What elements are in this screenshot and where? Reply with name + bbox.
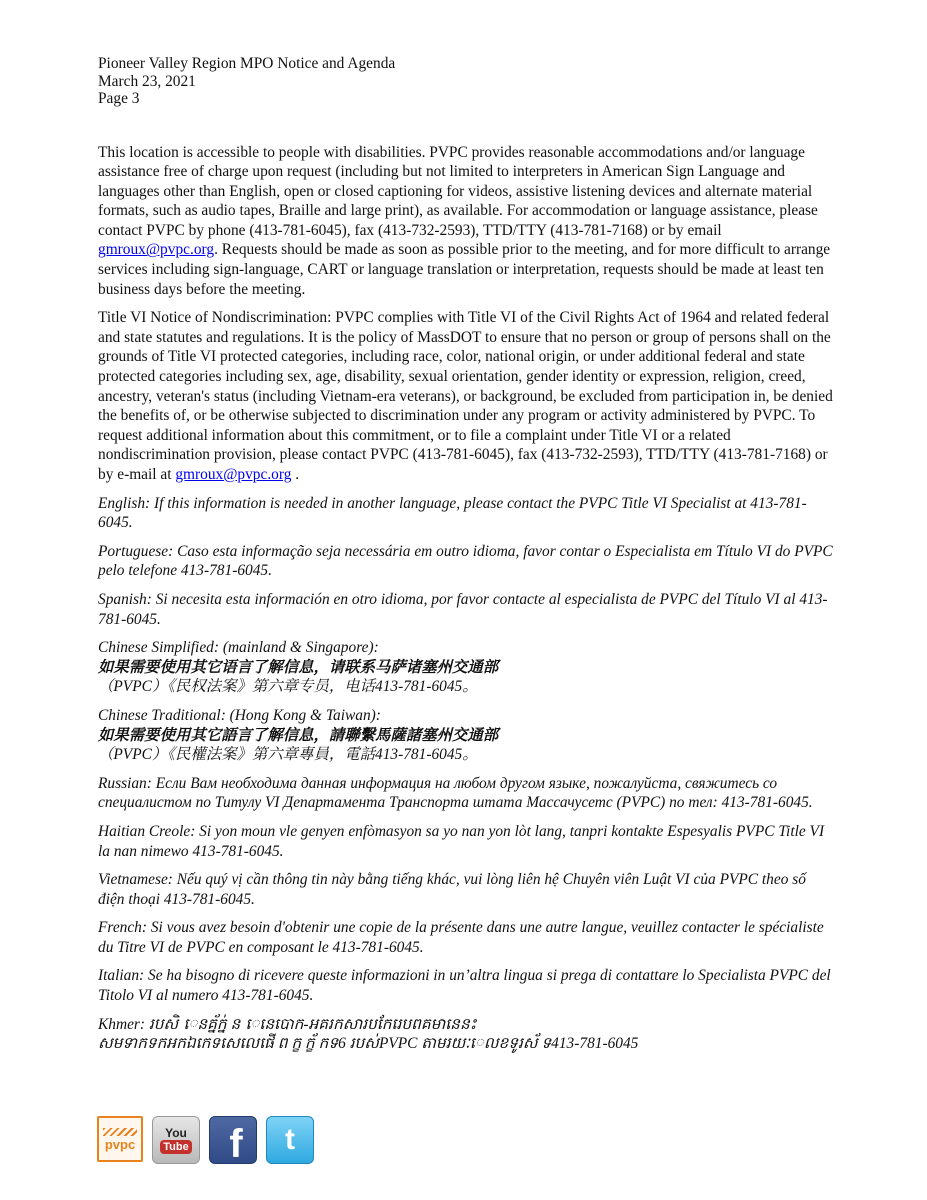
pvpc-logo-icon[interactable] bbox=[97, 1116, 143, 1162]
notice-khmer bbox=[98, 1015, 833, 1054]
document-page bbox=[98, 55, 833, 1063]
youtube-you-text: You bbox=[165, 1125, 187, 1140]
header-page-number: Page 3 bbox=[98, 90, 140, 107]
notice-english: English: If this information is needed in another language, please contact the PVPC Title VI Specialist at 413-781-6045. bbox=[98, 494, 807, 532]
chinese-traditional-label: Chinese Traditional: (Hong Kong & Taiwan): bbox=[98, 706, 381, 724]
accessibility-email-link[interactable]: gmroux@pvpc.org bbox=[98, 241, 215, 259]
title-vi-text: Title VI Notice of Nondiscrimination: PVPC complies with Title VI of the Civil Rights Act of 1964 and related federal and state statutes and regulations. It is the policy of MassDOT to ensure that no person or group of persons shall on the grounds of Title VI protected categories, including race, color, national origin, or under additional federal and state protected categories including sex, age, disability, sexual orientation, gender identity or expression, religion, creed, ancestry, veteran's status (including Vietnam-era veterans), or background, be excluded from participation in, be denied the benefits of, or be otherwise subjected to discrimination under any program or activity administered by PVPC. To request additional information about this commitment, or to file a complaint under Title VI or a related nondiscrimination provision, please contact PVPC (413-781-6045), fax (413-732-2593), TTD/TTY (413-781-7168) or by e-mail at bbox=[98, 309, 833, 483]
social-icons-row bbox=[97, 1116, 314, 1164]
notice-chinese-simplified bbox=[98, 638, 833, 697]
title-vi-text-end: . bbox=[291, 466, 300, 483]
chinese-simplified-line2: （PVPC）《民权法案》第六章专员，电话413-781-6045。 bbox=[98, 678, 478, 696]
pvpc-logo-text: pvpc bbox=[104, 1136, 136, 1152]
page-header bbox=[98, 55, 833, 108]
khmer-line2: សមទាកទកអកឯកេទសេលេផើ ព ក្ខ ក្ខ័ កទ6 របស់PVPC តាមរយៈេលខទូរស័ ទ413-781-6045 bbox=[98, 1035, 639, 1053]
twitter-icon[interactable] bbox=[266, 1116, 314, 1164]
header-date: March 23, 2021 bbox=[98, 72, 196, 90]
accessibility-notice bbox=[98, 143, 833, 300]
title-vi-email-link[interactable]: gmroux@pvpc.org bbox=[175, 466, 292, 483]
chinese-traditional-line2: （PVPC）《民權法案》第六章專員，電話413-781-6045。 bbox=[98, 746, 478, 764]
header-title: Pioneer Valley Region MPO Notice and Agenda bbox=[98, 55, 396, 72]
notice-chinese-traditional bbox=[98, 706, 833, 765]
khmer-line1: Khmer: របសិ េនគ្ន័ក្ន់ ន េនេបោក-អគរកសារបកែរេបពគមានេនះ bbox=[98, 1015, 477, 1033]
accessibility-text-end: . Requests should be made as soon as possible prior to the meeting, and for more difficult to arrange services including sign-language, CART or language translation or interpretation, requests should be made at least ten business days before the meeting. bbox=[98, 241, 831, 298]
facebook-icon[interactable] bbox=[209, 1116, 257, 1164]
language-notices bbox=[98, 494, 833, 1054]
chinese-simplified-line1: 如果需要使用其它语言了解信息，请联系马萨诸塞州交通部 bbox=[98, 658, 499, 676]
accessibility-text: This location is accessible to people with disabilities. PVPC provides reasonable accommodations and/or language assistance free of charge upon request (including but not limited to interpreters in American Sign Language and languages other than English, open or closed captioning for videos, assistive listening devices and alternate material formats, such as audio tapes, Braille and large print), as available. For accommodation or language assistance, please contact PVPC by phone (413-781-6045), fax (413-732-2593), TTD/TTY (413-781-7168) or by email bbox=[98, 143, 818, 239]
twitter-glyph: t bbox=[285, 1123, 295, 1156]
notice-russian: Russian: Если Вам необходима данная информация на любом другом языке, пожалуйста, свяжитесь со специалистом по Титулу VI Департамента Транспорта штата Массачусетс (PVPC) по тел: 413-781-6045. bbox=[98, 774, 813, 812]
chinese-simplified-label: Chinese Simplified: (mainland & Singapore): bbox=[98, 639, 379, 657]
notice-portuguese: Portuguese: Caso esta informação seja necessária em outro idioma, favor contar o Especialista em Título VI do PVPC pelo telefone 413-781-6045. bbox=[98, 542, 833, 580]
notice-haitian-creole: Haitian Creole: Si yon moun vle genyen enfòmasyon sa yo nan yon lòt lang, tanpri kontakte Espesyalis PVPC Title VI la nan nimewo 413-781-6045. bbox=[98, 822, 825, 860]
title-vi-notice bbox=[98, 308, 833, 484]
youtube-icon[interactable] bbox=[152, 1116, 200, 1164]
chinese-traditional-line1: 如果需要使用其它語言了解信息，請聯繫馬薩諸塞州交通部 bbox=[98, 726, 499, 744]
notice-spanish: Spanish: Si necesita esta información en otro idioma, por favor contacte al especialista de PVPC del Título VI al 413-781-6045. bbox=[98, 590, 828, 628]
youtube-tube-text: Tube bbox=[160, 1140, 191, 1154]
notice-french: French: Si vous avez besoin d'obtenir une copie de la présente dans une autre langue, veuillez contacter le spécialiste du Titre VI de PVPC en composant le 413-781-6045. bbox=[98, 919, 824, 956]
facebook-glyph: f bbox=[229, 1122, 243, 1166]
notice-italian: Italian: Se ha bisogno di ricevere queste informazioni in un’altra lingua si prega di contattare lo Specialista PVPC del Titolo VI al numero 413-781-6045. bbox=[98, 967, 831, 1005]
notice-vietnamese: Vietnamese: Nếu quý vị cần thông tin này bằng tiếng khác, vui lòng liên hệ Chuyên viên Luật VI của PVPC theo số điện thoại 413-781-6045. bbox=[98, 871, 806, 908]
